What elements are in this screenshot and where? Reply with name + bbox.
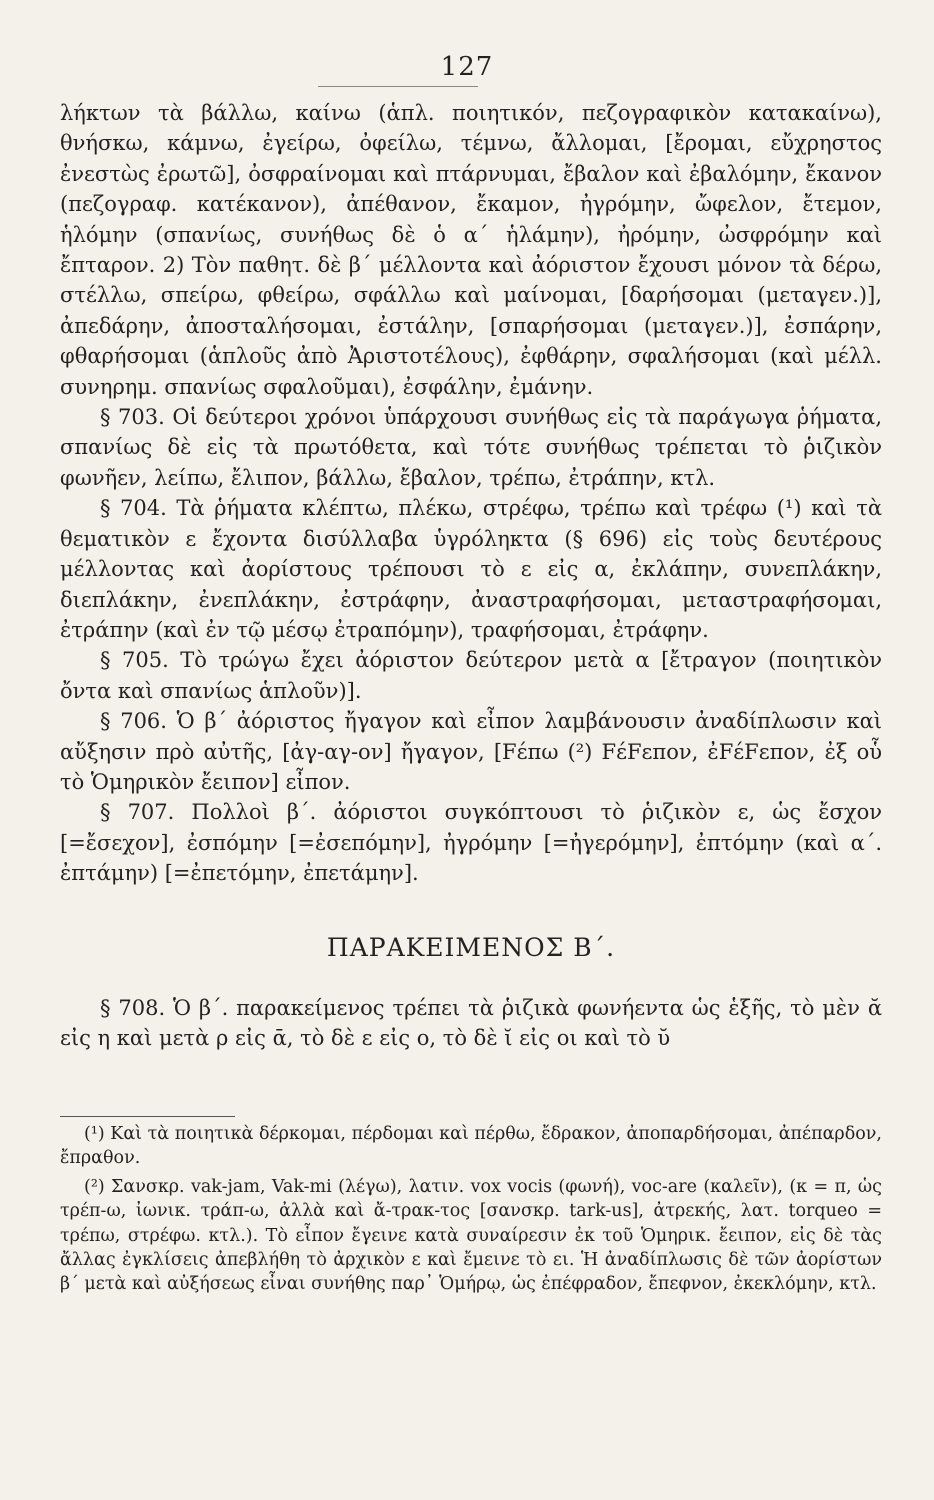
paragraph-703: § 703. Οἱ δεύτεροι χρόνοι ὑπάρχουσι συνήθως εἰς τὰ παράγωγα ῥήματα, σπανίως δὲ εἰς τὰ πρωτόθετα, καὶ τότε συνήθως τρέπεται τὸ ῥιζικὸν φωνῆεν, λείπω, ἔλιπον, βάλλω, ἔβαλον, τρέπω, ἐτράπην, κτλ. bbox=[60, 405, 882, 490]
paragraph-continuation: λήκτων τὰ βάλλω, καίνω (ἁπλ. ποιητικόν, πεζογραφικὸν κατακαίνω), θνήσκω, κάμνω, ἐγείρω, ὀφείλω, τέμνω, ἄλλομαι, [ἔρομαι, εὔχρηστος ἐνεστὼς ἐρωτῶ], ὀσφραίνομαι καὶ πτάρνυμαι, ἔβαλον καὶ ἐβαλόμην, ἔκανον (πεζογραφ. κατέκανον), ἀπέθανον, ἔκαμον, ἠγρόμην, ὤφελον, ἔτεμον, ἡλόμην (σπανίως, συνήθως δὲ ὁ α΄ ἡλάμην), ἠρόμην, ὠσφρόμην καὶ ἔπταρον. 2) Τὸν παθητ. δὲ β΄ μέλλοντα καὶ ἀόριστον ἔχουσι μόνον τὰ δέρω, στέλλω, σπείρω, φθείρω, σφάλλω καὶ μαίνομαι, [δαρήσομαι (μεταγεν.)], ἀπεδάρην, ἀποσταλήσομαι, ἐστάλην, [σπαρήσομαι (μεταγεν.)], ἐσπάρην, φθαρήσομαι (ἁπλοῦς ἀπὸ Ἀριστοτέλους), ἐφθάρην, σφαλήσομαι (καὶ μέλλ. συνηρημ. σπανίως σφαλοῦμαι), ἐσφάλην, ἐμάνην. bbox=[60, 101, 882, 399]
paragraph-704: § 704. Τὰ ῥήματα κλέπτω, πλέκω, στρέφω, τρέπω καὶ τρέφω (¹) καὶ τὰ θεματικὸν ε ἔχοντα δισύλλαβα ὑγρόληκτα (§ 696) εἰς τοὺς δευτέρους μέλλοντας καὶ ἀορίστους τρέπουσι τὸ ε εἰς α, ἐκλάπην, συνεπλάκην, διεπλάκην, ἐνεπλάκην, ἐστράφην, ἀναστραφήσομαι, μεταστραφήσομαι, ἐτράπην (καὶ ἐν τῷ μέσῳ ἐτραπόμην), τραφήσομαι, ἐτράφην. bbox=[60, 496, 882, 642]
footnote-divider bbox=[60, 1116, 235, 1117]
footnote-1: (¹) Καὶ τὰ ποιητικὰ δέρκομαι, πέρδομαι καὶ πέρθω, ἔδρακον, ἀποπαρδήσομαι, ἀπέπαρδον, ἔπραθον. bbox=[60, 1124, 882, 1169]
paragraph-707: § 707. Πολλοὶ β΄. ἀόριστοι συγκόπτουσι τὸ ῥιζικὸν ε, ὡς ἔσχον [=ἔσεχον], ἐσπόμην [=ἐσεπόμην], ἠγρόμην [=ἠγερόμην], ἐπτόμην (καὶ α΄. ἐπτάμην) [=ἐπετόμην, ἐπετάμην]. bbox=[60, 800, 882, 886]
section-heading: ΠΑΡΑΚΕΙΜΕΝΟΣ Β΄. bbox=[326, 932, 616, 962]
main-text bbox=[60, 98, 882, 1054]
footnotes bbox=[60, 1122, 882, 1297]
page-number: 127 bbox=[440, 52, 494, 82]
paragraph-706: § 706. Ὁ β΄ ἀόριστος ἤγαγον καὶ εἶπον λαμβάνουσιν ἀναδίπλωσιν καὶ αὔξησιν πρὸ αὐτῆς, [ἀγ-αγ-ον] ἤγαγον, [Fέπω (²) FέFεπον, ἐFέFεπον, ἐξ οὗ τὸ Ὁμηρικὸν ἔειπον] εἶπον. bbox=[60, 709, 882, 794]
paragraph-705: § 705. Τὸ τρώγω ἔχει ἀόριστον δεύτερον μετὰ α [ἔτραγον (ποιητικὸν ὄντα καὶ σπανίως ἁπλοῦν)]. bbox=[60, 648, 882, 703]
header-ornament-rule bbox=[318, 86, 478, 87]
footnote-2: (²) Σανσκρ. vak-jam, Vak-mi (λέγω), λατιν. vox vocis (φωνή), voc-are (καλεῖν), (κ = π, ὡς τρέπ-ω, ἰωνικ. τράπ-ω, ἀλλὰ καὶ ἄ-τρακ-τος [σανσκρ. tark-us], ἀτρεκής, λατ. torqueo = τρέπω, στρέφω. κτλ.). Τὸ εἶπον ἔγεινε κατὰ συναίρεσιν ἐκ τοῦ Ὁμηρικ. ἔειπον, εἰς δὲ τὰς ἄλλας ἐγκλίσεις ἀπεβλήθη τὸ ἀρχικὸν ε καὶ ἔμεινε τὸ ει. Ἡ ἀναδίπλωσις δὲ τῶν ἀορίστων β΄ μετὰ καὶ αὐξήσεως εἶναι συνήθης παρ᾽ Ὁμήρῳ, ὡς ἐπέφραδον, ἔπεφνον, ἐκεκλόμην, κτλ. bbox=[60, 1176, 882, 1295]
paragraph-708: § 708. Ὁ β΄. παρακείμενος τρέπει τὰ ῥιζικὰ φωνήεντα ὡς ἑξῆς, τὸ μὲν ᾰ εἰς η καὶ μετὰ ρ εἰς ᾱ, τὸ δὲ ε εἰς ο, τὸ δὲ ῐ εἰς οι καὶ τὸ ῠ bbox=[60, 995, 882, 1051]
